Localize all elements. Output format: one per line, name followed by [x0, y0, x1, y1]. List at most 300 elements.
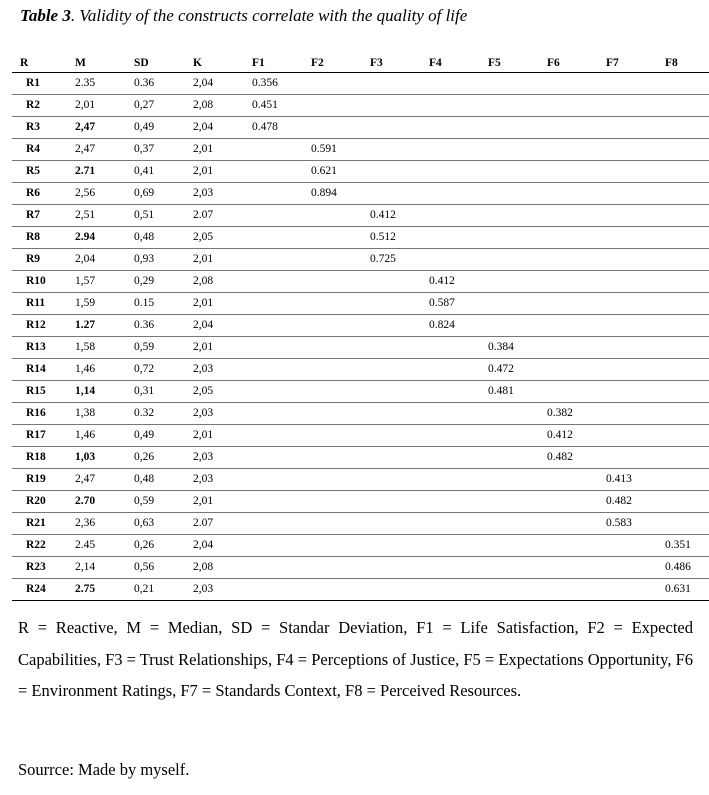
- table-caption-label: Table 3: [20, 6, 71, 25]
- factor-f7-cell: [598, 425, 657, 447]
- factor-f7-cell: [598, 161, 657, 183]
- row-label-cell: R11: [12, 293, 67, 315]
- factor-f1-cell: [244, 535, 303, 557]
- factor-f1-cell: [244, 139, 303, 161]
- row-label-cell: R5: [12, 161, 67, 183]
- row-label-cell: R19: [12, 469, 67, 491]
- median-cell: 2,04: [67, 249, 126, 271]
- factor-f8-cell: [657, 469, 709, 491]
- factor-f4-cell: [421, 513, 480, 535]
- column-header-f8: F8: [657, 55, 709, 73]
- sd-cell: 0.36: [126, 315, 185, 337]
- factor-f5-cell: [480, 139, 539, 161]
- factor-f7-cell: [598, 557, 657, 579]
- factor-f6-cell: [539, 315, 598, 337]
- factor-f2-cell: [303, 359, 362, 381]
- k-cell: 2,03: [185, 183, 244, 205]
- factor-f5-cell: [480, 117, 539, 139]
- factor-f2-cell: [303, 447, 362, 469]
- factor-f2-cell: [303, 205, 362, 227]
- median-cell: 2,47: [67, 469, 126, 491]
- table-row: [12, 227, 709, 249]
- factor-f1-cell: [244, 249, 303, 271]
- k-cell: 2,01: [185, 425, 244, 447]
- median-cell: 2.70: [67, 491, 126, 513]
- table-notes: R = Reactive, M = Median, SD = Standar Deviation, F1 = Life Satisfaction, F2 = Expected Capabilities, F3 = Trust Relationships, F4 = Perceptions of Justice, F5 = Expectations Opportunity, F6 = Environment Ratings, F7 = Standards Context, F8 = Perceived Resources.: [18, 618, 693, 700]
- factor-f3-cell: [362, 425, 421, 447]
- factor-f4-cell: [421, 469, 480, 491]
- factor-f8-cell: [657, 425, 709, 447]
- median-cell: 1.27: [67, 315, 126, 337]
- factor-f8-cell: [657, 447, 709, 469]
- factor-f8-cell: [657, 359, 709, 381]
- row-label-cell: R8: [12, 227, 67, 249]
- factor-f5-cell: [480, 557, 539, 579]
- factor-f6-cell: [539, 271, 598, 293]
- factor-f7-cell: [598, 315, 657, 337]
- factor-f2-cell: [303, 293, 362, 315]
- factor-f3-cell: 0.412: [362, 205, 421, 227]
- median-cell: 2.71: [67, 161, 126, 183]
- table-row: [12, 271, 709, 293]
- median-cell: 1,38: [67, 403, 126, 425]
- table-row: [12, 579, 709, 601]
- factor-f1-cell: [244, 579, 303, 601]
- sd-cell: 0,41: [126, 161, 185, 183]
- column-header-r: R: [12, 55, 67, 73]
- factor-f6-cell: [539, 557, 598, 579]
- factor-f4-cell: [421, 557, 480, 579]
- sd-cell: 0,59: [126, 337, 185, 359]
- table-row: [12, 139, 709, 161]
- factor-f3-cell: [362, 381, 421, 403]
- factor-f2-cell: [303, 117, 362, 139]
- factor-f2-cell: [303, 249, 362, 271]
- factor-f4-cell: [421, 579, 480, 601]
- factor-f4-cell: [421, 227, 480, 249]
- sd-cell: 0,49: [126, 425, 185, 447]
- factor-f8-cell: [657, 161, 709, 183]
- table-caption: [20, 6, 467, 26]
- factor-f4-cell: [421, 183, 480, 205]
- factor-f4-cell: [421, 535, 480, 557]
- median-cell: 1,59: [67, 293, 126, 315]
- factor-f2-cell: [303, 579, 362, 601]
- k-cell: 2,03: [185, 447, 244, 469]
- factor-f4-cell: [421, 381, 480, 403]
- median-cell: 2,36: [67, 513, 126, 535]
- table-row: [12, 73, 709, 95]
- factor-f6-cell: [539, 469, 598, 491]
- factor-f4-cell: [421, 117, 480, 139]
- median-cell: 1,57: [67, 271, 126, 293]
- factor-f7-cell: [598, 183, 657, 205]
- factor-f6-cell: 0.412: [539, 425, 598, 447]
- column-header-f3: F3: [362, 55, 421, 73]
- row-label-cell: R18: [12, 447, 67, 469]
- table-row: [12, 469, 709, 491]
- row-label-cell: R15: [12, 381, 67, 403]
- factor-f3-cell: [362, 315, 421, 337]
- factor-f1-cell: [244, 271, 303, 293]
- factor-f7-cell: [598, 403, 657, 425]
- factor-f5-cell: [480, 447, 539, 469]
- factor-f1-cell: [244, 513, 303, 535]
- factor-f2-cell: 0.591: [303, 139, 362, 161]
- median-cell: 1,58: [67, 337, 126, 359]
- factor-f6-cell: 0.382: [539, 403, 598, 425]
- row-label-cell: R21: [12, 513, 67, 535]
- factor-f1-cell: [244, 293, 303, 315]
- sd-cell: 0.15: [126, 293, 185, 315]
- factor-f7-cell: [598, 381, 657, 403]
- factor-f7-cell: 0.583: [598, 513, 657, 535]
- factor-f1-cell: [244, 205, 303, 227]
- factor-f8-cell: 0.351: [657, 535, 709, 557]
- factor-f2-cell: [303, 271, 362, 293]
- k-cell: 2,01: [185, 161, 244, 183]
- factor-f2-cell: [303, 337, 362, 359]
- median-cell: 2,14: [67, 557, 126, 579]
- row-label-cell: R6: [12, 183, 67, 205]
- factor-f5-cell: 0.472: [480, 359, 539, 381]
- sd-cell: 0,63: [126, 513, 185, 535]
- factor-f3-cell: [362, 139, 421, 161]
- factor-f8-cell: [657, 73, 709, 95]
- factor-f3-cell: [362, 161, 421, 183]
- k-cell: 2.07: [185, 513, 244, 535]
- column-header-m: M: [67, 55, 126, 73]
- factor-f5-cell: [480, 161, 539, 183]
- median-cell: 2,56: [67, 183, 126, 205]
- k-cell: 2,03: [185, 403, 244, 425]
- factor-f2-cell: [303, 95, 362, 117]
- factor-f6-cell: [539, 535, 598, 557]
- factor-f1-cell: [244, 381, 303, 403]
- factor-f3-cell: 0.512: [362, 227, 421, 249]
- factor-f6-cell: [539, 249, 598, 271]
- sd-cell: 0,59: [126, 491, 185, 513]
- factor-f5-cell: [480, 579, 539, 601]
- table-caption-text: . Validity of the constructs correlate with the quality of life: [70, 6, 468, 25]
- factor-f4-cell: [421, 139, 480, 161]
- factor-f7-cell: [598, 73, 657, 95]
- sd-cell: 0,56: [126, 557, 185, 579]
- factor-f3-cell: [362, 513, 421, 535]
- table-row: [12, 117, 709, 139]
- column-header-f7: F7: [598, 55, 657, 73]
- median-cell: 2.35: [67, 73, 126, 95]
- factor-f2-cell: [303, 513, 362, 535]
- factor-f7-cell: [598, 579, 657, 601]
- factor-f1-cell: [244, 183, 303, 205]
- factor-f7-cell: [598, 95, 657, 117]
- factor-f5-cell: [480, 271, 539, 293]
- factor-f5-cell: 0.481: [480, 381, 539, 403]
- sd-cell: 0,27: [126, 95, 185, 117]
- table-row: [12, 337, 709, 359]
- k-cell: 2.07: [185, 205, 244, 227]
- factor-f7-cell: 0.482: [598, 491, 657, 513]
- median-cell: 2,47: [67, 117, 126, 139]
- factor-f6-cell: [539, 491, 598, 513]
- factor-f6-cell: [539, 359, 598, 381]
- table-row: [12, 249, 709, 271]
- median-cell: 2.94: [67, 227, 126, 249]
- factor-f1-cell: [244, 425, 303, 447]
- factor-f6-cell: [539, 95, 598, 117]
- factor-f6-cell: [539, 161, 598, 183]
- row-label-cell: R22: [12, 535, 67, 557]
- factor-f2-cell: [303, 557, 362, 579]
- factor-f8-cell: [657, 139, 709, 161]
- table-body: [12, 73, 709, 601]
- factor-f7-cell: 0.413: [598, 469, 657, 491]
- factor-f5-cell: [480, 403, 539, 425]
- factor-f4-cell: [421, 425, 480, 447]
- factor-f3-cell: [362, 117, 421, 139]
- factor-f2-cell: [303, 73, 362, 95]
- row-label-cell: R17: [12, 425, 67, 447]
- sd-cell: 0,72: [126, 359, 185, 381]
- factor-f3-cell: [362, 403, 421, 425]
- factor-f6-cell: [539, 73, 598, 95]
- sd-cell: 0,31: [126, 381, 185, 403]
- row-label-cell: R13: [12, 337, 67, 359]
- factor-f3-cell: [362, 535, 421, 557]
- row-label-cell: R24: [12, 579, 67, 601]
- factor-f4-cell: [421, 403, 480, 425]
- k-cell: 2,04: [185, 535, 244, 557]
- row-label-cell: R4: [12, 139, 67, 161]
- factor-f8-cell: [657, 249, 709, 271]
- table-row: [12, 183, 709, 205]
- factor-f4-cell: [421, 205, 480, 227]
- source-note: Sourrce: Made by myself.: [18, 760, 190, 779]
- sd-cell: 0.32: [126, 403, 185, 425]
- k-cell: 2,03: [185, 469, 244, 491]
- factor-f1-cell: [244, 359, 303, 381]
- k-cell: 2,01: [185, 293, 244, 315]
- factor-f1-cell: [244, 161, 303, 183]
- factor-f8-cell: [657, 381, 709, 403]
- factor-f1-cell: [244, 491, 303, 513]
- factor-f8-cell: [657, 315, 709, 337]
- factor-f2-cell: [303, 315, 362, 337]
- sd-cell: 0,69: [126, 183, 185, 205]
- factor-f5-cell: [480, 513, 539, 535]
- factor-f1-cell: 0.356: [244, 73, 303, 95]
- factor-f8-cell: [657, 513, 709, 535]
- factor-f6-cell: [539, 183, 598, 205]
- table-row: [12, 557, 709, 579]
- factor-f1-cell: [244, 315, 303, 337]
- table-row: [12, 205, 709, 227]
- factor-f3-cell: 0.725: [362, 249, 421, 271]
- table-row: [12, 491, 709, 513]
- k-cell: 2,01: [185, 139, 244, 161]
- median-cell: 1,46: [67, 425, 126, 447]
- row-label-cell: R12: [12, 315, 67, 337]
- validity-table: [12, 55, 709, 601]
- factor-f8-cell: 0.631: [657, 579, 709, 601]
- factor-f8-cell: [657, 227, 709, 249]
- factor-f2-cell: [303, 425, 362, 447]
- factor-f7-cell: [598, 293, 657, 315]
- k-cell: 2,03: [185, 579, 244, 601]
- column-header-f6: F6: [539, 55, 598, 73]
- factor-f6-cell: [539, 513, 598, 535]
- factor-f3-cell: [362, 557, 421, 579]
- factor-f2-cell: [303, 403, 362, 425]
- factor-f4-cell: 0.824: [421, 315, 480, 337]
- factor-f6-cell: [539, 205, 598, 227]
- sd-cell: 0,48: [126, 227, 185, 249]
- factor-f7-cell: [598, 535, 657, 557]
- factor-f6-cell: [539, 381, 598, 403]
- factor-f5-cell: [480, 469, 539, 491]
- factor-f8-cell: [657, 95, 709, 117]
- table-row: [12, 293, 709, 315]
- factor-f7-cell: [598, 271, 657, 293]
- factor-f3-cell: [362, 73, 421, 95]
- table-row: [12, 403, 709, 425]
- factor-f1-cell: [244, 447, 303, 469]
- factor-f1-cell: [244, 337, 303, 359]
- column-header-f1: F1: [244, 55, 303, 73]
- sd-cell: 0,26: [126, 535, 185, 557]
- k-cell: 2,08: [185, 557, 244, 579]
- factor-f6-cell: [539, 337, 598, 359]
- k-cell: 2,01: [185, 491, 244, 513]
- factor-f5-cell: [480, 293, 539, 315]
- factor-f8-cell: [657, 183, 709, 205]
- sd-cell: 0,21: [126, 579, 185, 601]
- factor-f6-cell: 0.482: [539, 447, 598, 469]
- sd-cell: 0.36: [126, 73, 185, 95]
- factor-f7-cell: [598, 205, 657, 227]
- factor-f2-cell: [303, 469, 362, 491]
- factor-f2-cell: [303, 381, 362, 403]
- factor-f7-cell: [598, 117, 657, 139]
- k-cell: 2,01: [185, 249, 244, 271]
- k-cell: 2,03: [185, 359, 244, 381]
- factor-f6-cell: [539, 227, 598, 249]
- k-cell: 2,04: [185, 315, 244, 337]
- median-cell: 2,01: [67, 95, 126, 117]
- column-header-f5: F5: [480, 55, 539, 73]
- row-label-cell: R9: [12, 249, 67, 271]
- factor-f3-cell: [362, 337, 421, 359]
- k-cell: 2,01: [185, 337, 244, 359]
- row-label-cell: R2: [12, 95, 67, 117]
- factor-f5-cell: [480, 491, 539, 513]
- table-row: [12, 381, 709, 403]
- factor-f5-cell: [480, 249, 539, 271]
- table-header-row: [12, 55, 709, 73]
- table-row: [12, 535, 709, 557]
- factor-f3-cell: [362, 447, 421, 469]
- factor-f7-cell: [598, 447, 657, 469]
- factor-f1-cell: 0.451: [244, 95, 303, 117]
- table-row: [12, 513, 709, 535]
- factor-f5-cell: [480, 535, 539, 557]
- factor-f8-cell: [657, 403, 709, 425]
- factor-f5-cell: [480, 425, 539, 447]
- factor-f4-cell: [421, 359, 480, 381]
- k-cell: 2,05: [185, 227, 244, 249]
- factor-f1-cell: [244, 469, 303, 491]
- row-label-cell: R7: [12, 205, 67, 227]
- factor-f2-cell: [303, 227, 362, 249]
- row-label-cell: R3: [12, 117, 67, 139]
- factor-f5-cell: [480, 73, 539, 95]
- factor-f7-cell: [598, 337, 657, 359]
- factor-f2-cell: [303, 491, 362, 513]
- median-cell: 2.45: [67, 535, 126, 557]
- factor-f5-cell: [480, 227, 539, 249]
- median-cell: 1,46: [67, 359, 126, 381]
- table-row: [12, 425, 709, 447]
- median-cell: 1,03: [67, 447, 126, 469]
- factor-f7-cell: [598, 139, 657, 161]
- factor-f3-cell: [362, 579, 421, 601]
- k-cell: 2,04: [185, 73, 244, 95]
- factor-f6-cell: [539, 117, 598, 139]
- factor-f4-cell: [421, 95, 480, 117]
- sd-cell: 0,37: [126, 139, 185, 161]
- factor-f4-cell: [421, 337, 480, 359]
- factor-f5-cell: [480, 315, 539, 337]
- factor-f2-cell: [303, 535, 362, 557]
- factor-f8-cell: [657, 337, 709, 359]
- k-cell: 2,05: [185, 381, 244, 403]
- factor-f2-cell: 0.621: [303, 161, 362, 183]
- factor-f4-cell: [421, 161, 480, 183]
- factor-f3-cell: [362, 359, 421, 381]
- sd-cell: 0,93: [126, 249, 185, 271]
- factor-f1-cell: [244, 227, 303, 249]
- factor-f8-cell: 0.486: [657, 557, 709, 579]
- k-cell: 2,04: [185, 117, 244, 139]
- sd-cell: 0,48: [126, 469, 185, 491]
- factor-f3-cell: [362, 183, 421, 205]
- sd-cell: 0,26: [126, 447, 185, 469]
- factor-f8-cell: [657, 271, 709, 293]
- factor-f4-cell: [421, 73, 480, 95]
- median-cell: 2.75: [67, 579, 126, 601]
- column-header-sd: SD: [126, 55, 185, 73]
- factor-f6-cell: [539, 579, 598, 601]
- k-cell: 2,08: [185, 271, 244, 293]
- factor-f4-cell: 0.587: [421, 293, 480, 315]
- row-label-cell: R1: [12, 73, 67, 95]
- median-cell: 2,47: [67, 139, 126, 161]
- k-cell: 2,08: [185, 95, 244, 117]
- factor-f6-cell: [539, 139, 598, 161]
- factor-f1-cell: [244, 557, 303, 579]
- sd-cell: 0,29: [126, 271, 185, 293]
- factor-f8-cell: [657, 293, 709, 315]
- table-row: [12, 447, 709, 469]
- table-row: [12, 161, 709, 183]
- factor-f2-cell: 0.894: [303, 183, 362, 205]
- factor-f8-cell: [657, 117, 709, 139]
- factor-f3-cell: [362, 293, 421, 315]
- factor-f5-cell: [480, 183, 539, 205]
- row-label-cell: R16: [12, 403, 67, 425]
- factor-f8-cell: [657, 205, 709, 227]
